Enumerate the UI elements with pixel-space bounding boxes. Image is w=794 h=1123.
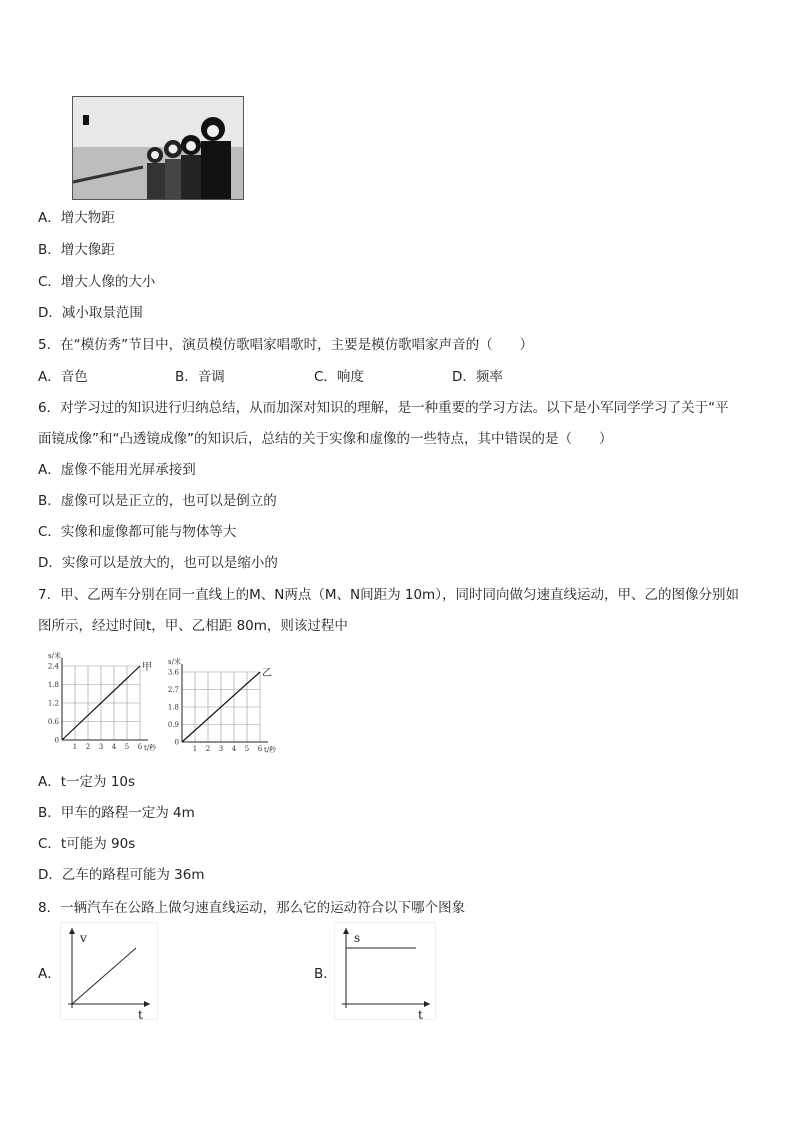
q6-option-c: C．实像和虚像都可能与物体等大 — [38, 524, 237, 540]
x-axis-label: t — [418, 1008, 423, 1022]
x-tick-label: 1 — [192, 745, 198, 753]
q5-option-d: D．频率 — [452, 369, 503, 385]
y-tick-label: 1.8 — [167, 703, 179, 712]
x-axis-label: t/秒 — [144, 744, 157, 752]
y-tick-label: 2.7 — [167, 686, 179, 694]
y-tick-label: 0.9 — [167, 721, 179, 729]
y-tick-label: 0 — [54, 736, 59, 745]
chart-yi — [160, 658, 280, 758]
q5-stem: 5．在“模仿秀”节目中，演员模仿歌唱家唱歌时，主要是模仿歌唱家声音的（ ） — [38, 337, 534, 353]
q4-option-d: D．减小取景范围 — [38, 305, 143, 321]
q4-option-a: A．增大物距 — [38, 210, 115, 226]
q8-option-a-label: A． — [38, 966, 61, 982]
y-axis-label: s/米 — [168, 658, 181, 666]
x-tick-label: 6 — [257, 745, 263, 753]
q4-option-b: B．增大像距 — [38, 242, 115, 258]
y-tick-label: 2.4 — [47, 662, 59, 671]
q5-option-a: A．音色 — [38, 369, 88, 385]
y-axis-arrow — [343, 928, 349, 934]
q4-option-c: C．增大人像的大小 — [38, 274, 156, 290]
q7-option-a: A．t一定为 10s — [38, 774, 136, 790]
q5-options — [38, 365, 503, 385]
q6-stem-line2: 面镜成像”和“凸透镜成像”的知识后，总结的关于实像和虚像的一些特点，其中错误的是（ ） — [38, 431, 613, 447]
y-axis-label: v — [80, 931, 87, 945]
q5-option-c: C．响度 — [314, 369, 364, 385]
x-axis-label: t — [138, 1008, 143, 1022]
y-axis-label: s — [354, 931, 361, 945]
q6-option-a: A．虚像不能用光屏承接到 — [38, 462, 196, 478]
series-label: 乙 — [262, 668, 272, 679]
x-tick-label: 3 — [98, 743, 104, 751]
x-tick-label: 2 — [85, 743, 91, 751]
q5-option-b: B．音调 — [175, 369, 225, 385]
series-label: 甲 — [142, 662, 152, 673]
q8-stem: 8．一辆汽车在公路上做匀速直线运动，那么它的运动符合以下哪个图象 — [38, 900, 466, 916]
y-axis-label: s/米 — [48, 652, 61, 660]
q6-option-d: D．实像可以是放大的，也可以是缩小的 — [38, 555, 278, 571]
chart-jia — [40, 648, 157, 756]
x-axis-label: t/秒 — [264, 746, 277, 754]
x-axis-arrow — [424, 1001, 430, 1007]
x-tick-label: 4 — [231, 745, 237, 753]
data-line — [72, 948, 136, 1004]
y-axis-arrow — [69, 928, 75, 934]
x-tick-label: 4 — [111, 743, 117, 751]
q7-stem-line2: 图所示，经过时间t，甲、乙相距 80m，则该过程中 — [38, 618, 348, 634]
photo-people-taking-picture — [72, 96, 244, 200]
y-tick-label: 3.6 — [167, 668, 179, 677]
q7-option-d: D．乙车的路程可能为 36m — [38, 867, 205, 883]
x-tick-label: 6 — [137, 743, 143, 751]
photo-illustration — [73, 97, 243, 199]
y-tick-label: 0.6 — [47, 718, 59, 726]
q6-option-b: B．虚像可以是正立的，也可以是倒立的 — [38, 493, 277, 509]
x-tick-label: 1 — [72, 743, 78, 751]
y-tick-label: 1.2 — [47, 699, 59, 708]
chart-q8-b — [334, 922, 436, 1020]
x-tick-label: 5 — [244, 745, 250, 753]
x-tick-label: 2 — [205, 745, 211, 753]
x-axis-arrow — [144, 1001, 150, 1007]
y-tick-label: 0 — [174, 738, 179, 747]
y-tick-label: 1.8 — [47, 681, 59, 689]
q6-stem-line1: 6．对学习过的知识进行归纳总结，从而加深对知识的理解，是一种重要的学习方法。以下是小军同学学习了关于“平 — [38, 400, 729, 416]
x-tick-label: 5 — [124, 743, 130, 751]
q7-stem-line1: 7．甲、乙两车分别在同一直线上的M、N两点（M、N间距为 10m），同时同向做匀速直线运动，甲、乙的图像分别如 — [38, 587, 739, 603]
q7-option-c: C．t可能为 90s — [38, 836, 136, 852]
chart-q8-a — [60, 922, 158, 1020]
x-tick-label: 3 — [218, 745, 224, 753]
q8-option-b-label: B． — [314, 966, 337, 982]
chart-frame — [335, 923, 436, 1020]
q7-option-b: B．甲车的路程一定为 4m — [38, 805, 195, 821]
